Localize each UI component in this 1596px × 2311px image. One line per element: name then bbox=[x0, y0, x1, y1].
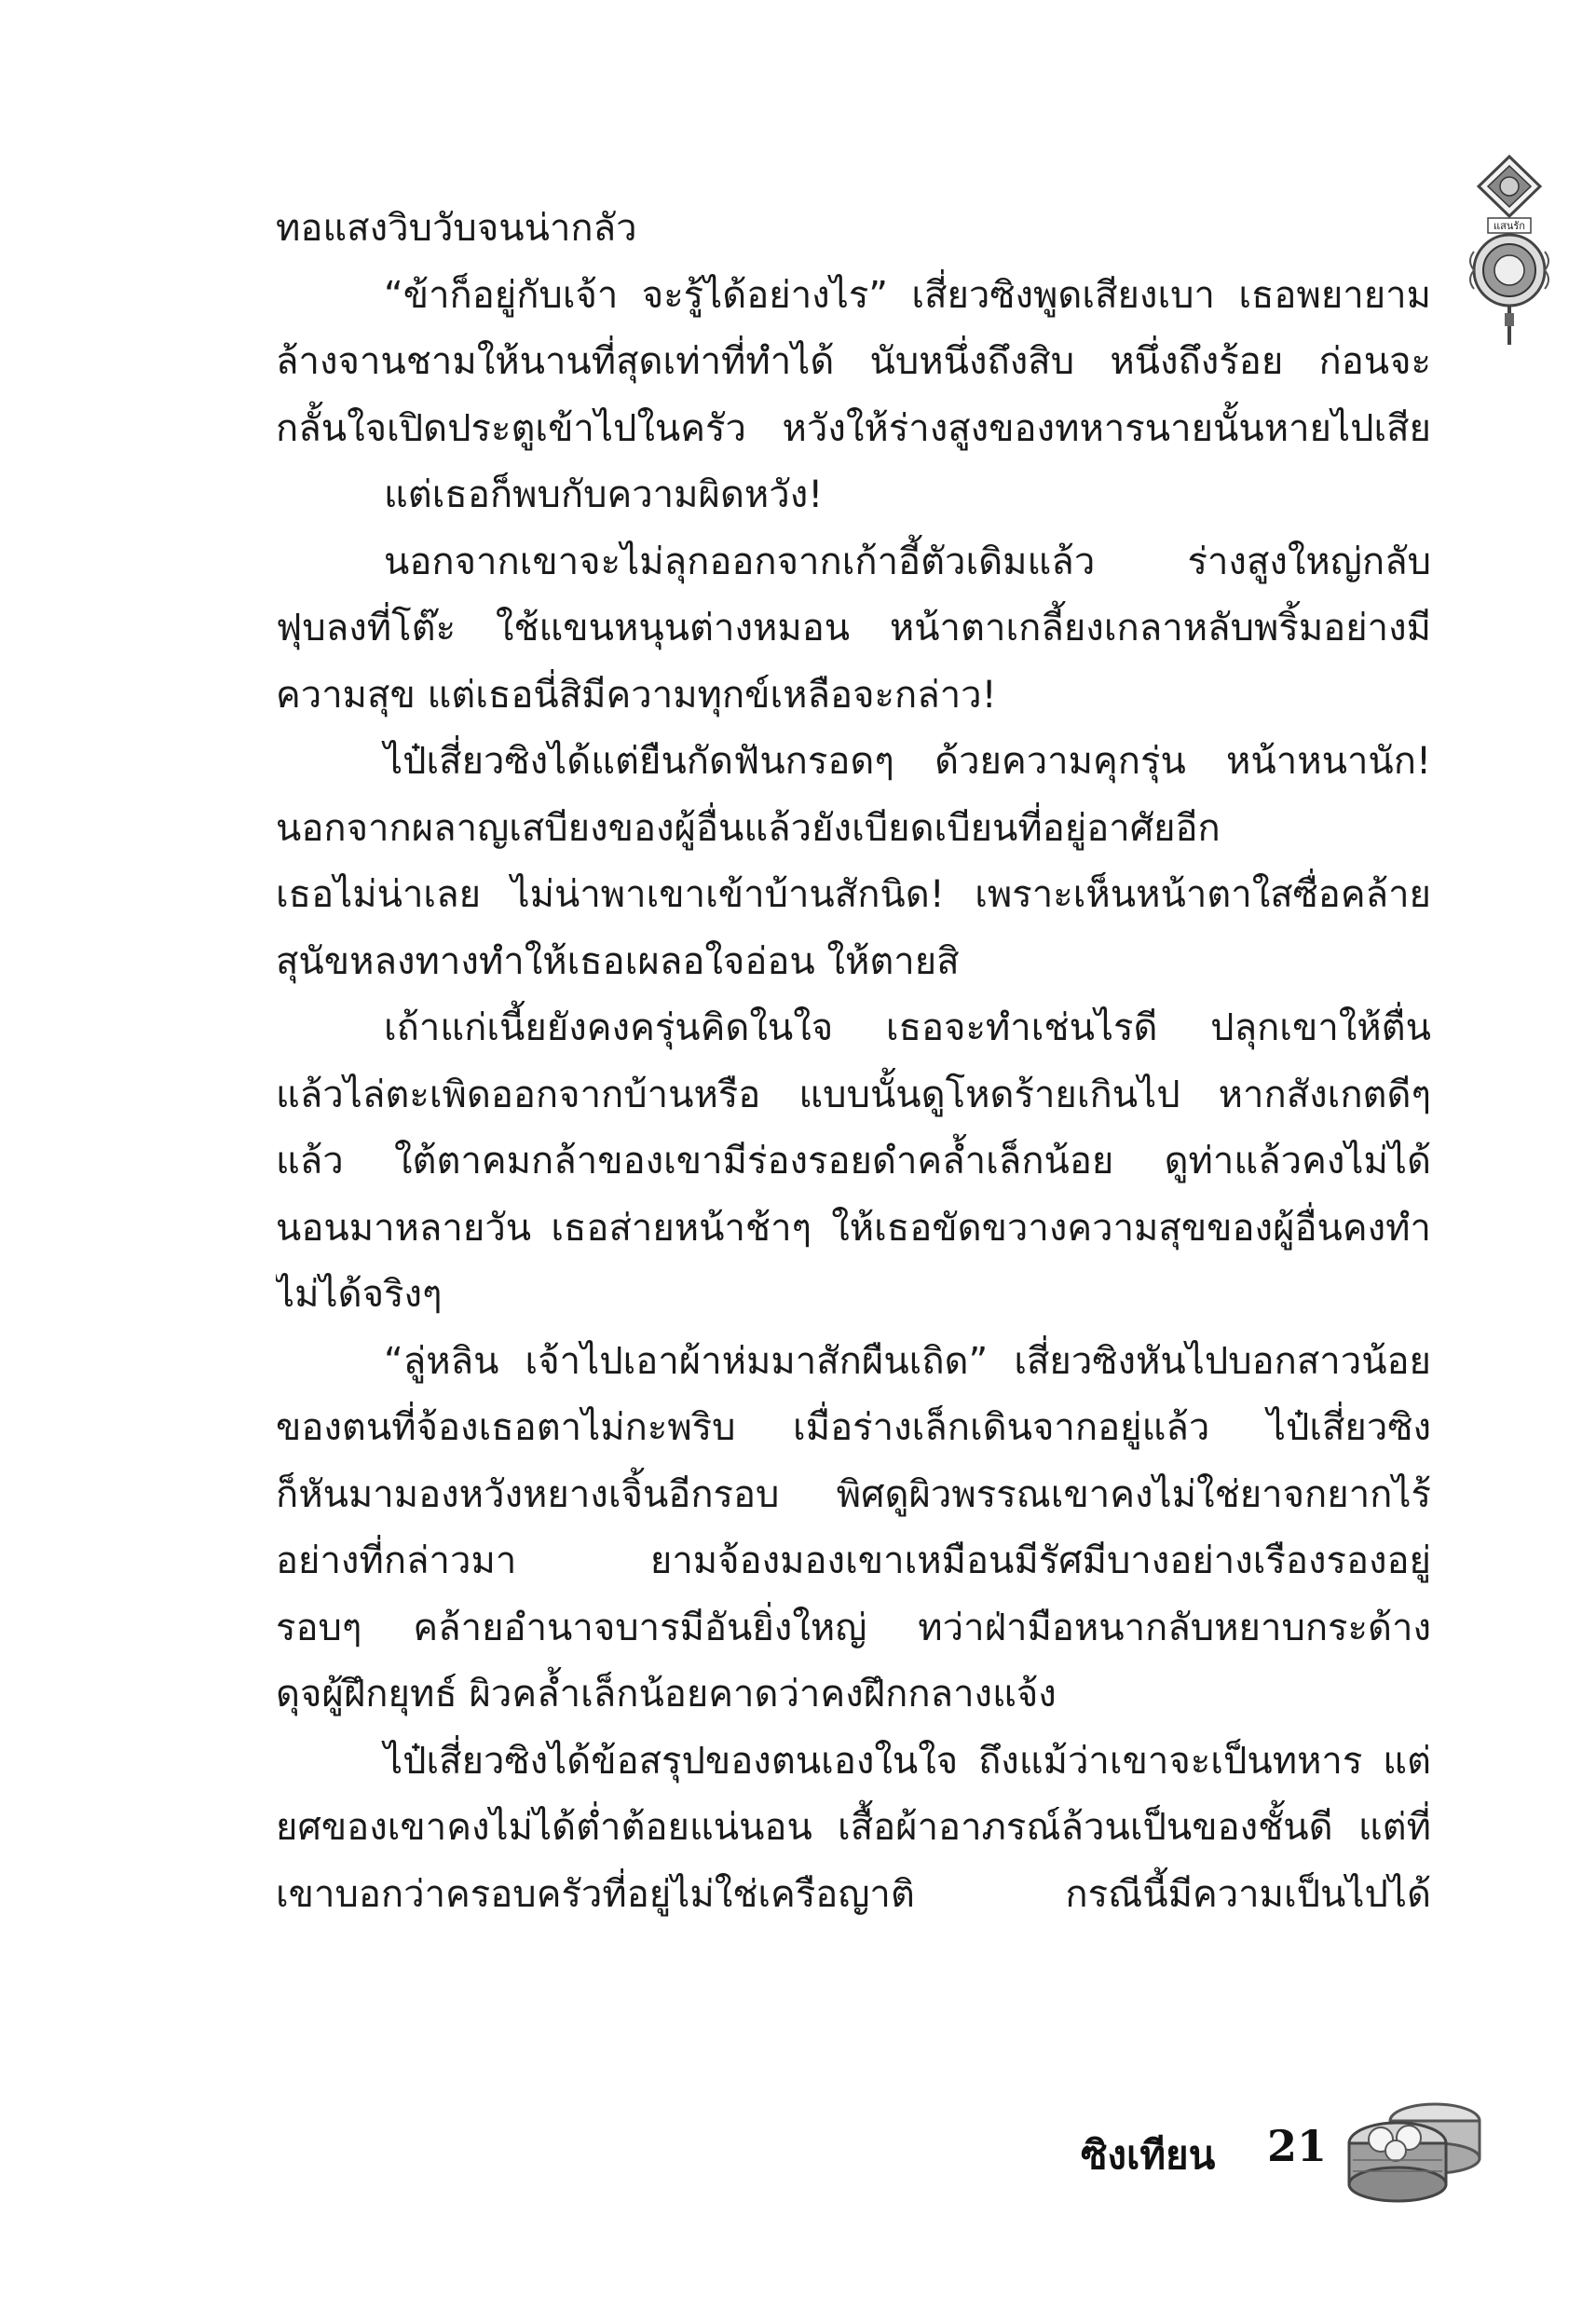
text-line: ดุจผู้ฝึกยุทธ์ ผิวคล้ำเล็กน้อยคาดว่าคงฝึกกลางแจ้ง bbox=[276, 1673, 1057, 1716]
text-line: “ลู่หลิน เจ้าไปเอาผ้าห่มมาสักผืนเถิด” เสี่ยวซิงหันไปบอกสาวน้อย bbox=[384, 1339, 1431, 1383]
body-text bbox=[276, 196, 1431, 1928]
text-line: นอนมาหลายวัน เธอส่ายหน้าช้าๆ ให้เธอขัดขวางความสุขของผู้อื่นคงทำ bbox=[276, 1206, 1431, 1250]
text-line: ของตนที่จ้องเธอตาไม่กะพริบ เมื่อร่างเล็กเดินจากอยู่แล้ว ไป๋เสี่ยวซิง bbox=[276, 1406, 1431, 1449]
book-title: ซิงเทียน bbox=[1081, 2132, 1216, 2178]
text-line: แล้ว ใต้ตาคมกล้าของเขามีร่องรอยดำคล้ำเล็กน้อย ดูท่าแล้วคงไม่ได้ bbox=[276, 1140, 1431, 1183]
text-line: ไป๋เสี่ยวซิงได้ข้อสรุปของตนเองในใจ ถึงแม้ว่าเขาจะเป็นทหาร แต่ bbox=[384, 1739, 1431, 1783]
text-line: “ข้าก็อยู่กับเจ้า จะรู้ได้อย่างไร” เสี่ยวซิงพูดเสียงเบา เธอพยายาม bbox=[384, 273, 1431, 317]
text-line: สุนัขหลงทางทำให้เธอเผลอใจอ่อน ให้ตายสิ bbox=[276, 939, 960, 983]
text-line: เขาบอกว่าครอบครัวที่อยู่ไม่ใช่เครือญาติ กรณีนี้มีความเป็นไปได้ bbox=[276, 1872, 1431, 1916]
text-line: แต่เธอก็พบกับความผิดหวัง! bbox=[384, 473, 824, 516]
text-line: รอบๆ คล้ายอำนาจบารมีอันยิ่งใหญ่ ทว่าฝ่ามือหนากลับหยาบกระด้าง bbox=[276, 1606, 1431, 1649]
page-footer bbox=[1081, 2104, 1565, 2216]
text-line: แล้วไล่ตะเพิดออกจากบ้านหรือ แบบนั้นดูโหดร้ายเกินไป หากสังเกตดีๆ bbox=[276, 1073, 1431, 1116]
chinese-knot-ornament-icon bbox=[1458, 149, 1561, 354]
text-line: ฟุบลงที่โต๊ะ ใช้แขนหนุนต่างหมอน หน้าตาเกลี้ยงเกลาหลับพริ้มอย่างมี bbox=[276, 607, 1431, 650]
text-line: นอกจากเขาจะไม่ลุกออกจากเก้าอี้ตัวเดิมแล้ว ร่างสูงใหญ่กลับ bbox=[384, 540, 1431, 583]
text-line: ก็หันมามองหวังหยางเจิ้นอีกรอบ พิศดูผิวพรรณเขาคงไม่ใช่ยาจกยากไร้ bbox=[276, 1472, 1431, 1516]
text-line: ทอแสงวิบวับจนน่ากลัว bbox=[276, 207, 637, 250]
text-line: ยศของเขาคงไม่ได้ต่ำต้อยแน่นอน เสื้อผ้าอาภรณ์ล้วนเป็นของชั้นดี แต่ที่ bbox=[276, 1806, 1431, 1849]
text-line: ล้างจานชามให้นานที่สุดเท่าที่ทำได้ นับหนึ่งถึงสิบ หนึ่งถึงร้อย ก่อนจะ bbox=[276, 340, 1431, 383]
ornament-label: แสนรัก bbox=[1494, 220, 1525, 232]
text-line: กลั้นใจเปิดประตูเข้าไปในครัว หวังให้ร่างสูงของทหารนายนั้นหายไปเสีย bbox=[276, 406, 1431, 450]
text-line: เธอไม่น่าเลย ไม่น่าพาเขาเข้าบ้านสักนิด! เพราะเห็นหน้าตาใสซื่อคล้าย bbox=[276, 873, 1431, 916]
text-line: ความสุข แต่เธอนี่สิมีความทุกข์เหลือจะกล่าว! bbox=[276, 673, 997, 717]
text-line: อย่างที่กล่าวมา ยามจ้องมองเขาเหมือนมีรัศมีบางอย่างเรืองรองอยู่ bbox=[276, 1539, 1431, 1582]
text-line: ไป๋เสี่ยวซิงได้แต่ยืนกัดฟันกรอดๆ ด้วยความคุกรุ่น หน้าหนานัก! bbox=[384, 740, 1431, 783]
text-line: นอกจากผลาญเสบียงของผู้อื่นแล้วยังเบียดเบียนที่อยู่อาศัยอีก bbox=[276, 806, 1221, 850]
page-number: 21 bbox=[1267, 2121, 1328, 2171]
text-line: ไม่ได้จริงๆ bbox=[276, 1273, 443, 1316]
text-line: เถ้าแก่เนี้ยยังคงครุ่นคิดในใจ เธอจะทำเช่นไรดี ปลุกเขาให้ตื่น bbox=[384, 1006, 1431, 1049]
dim-sum-steamer-icon bbox=[1332, 2076, 1491, 2207]
